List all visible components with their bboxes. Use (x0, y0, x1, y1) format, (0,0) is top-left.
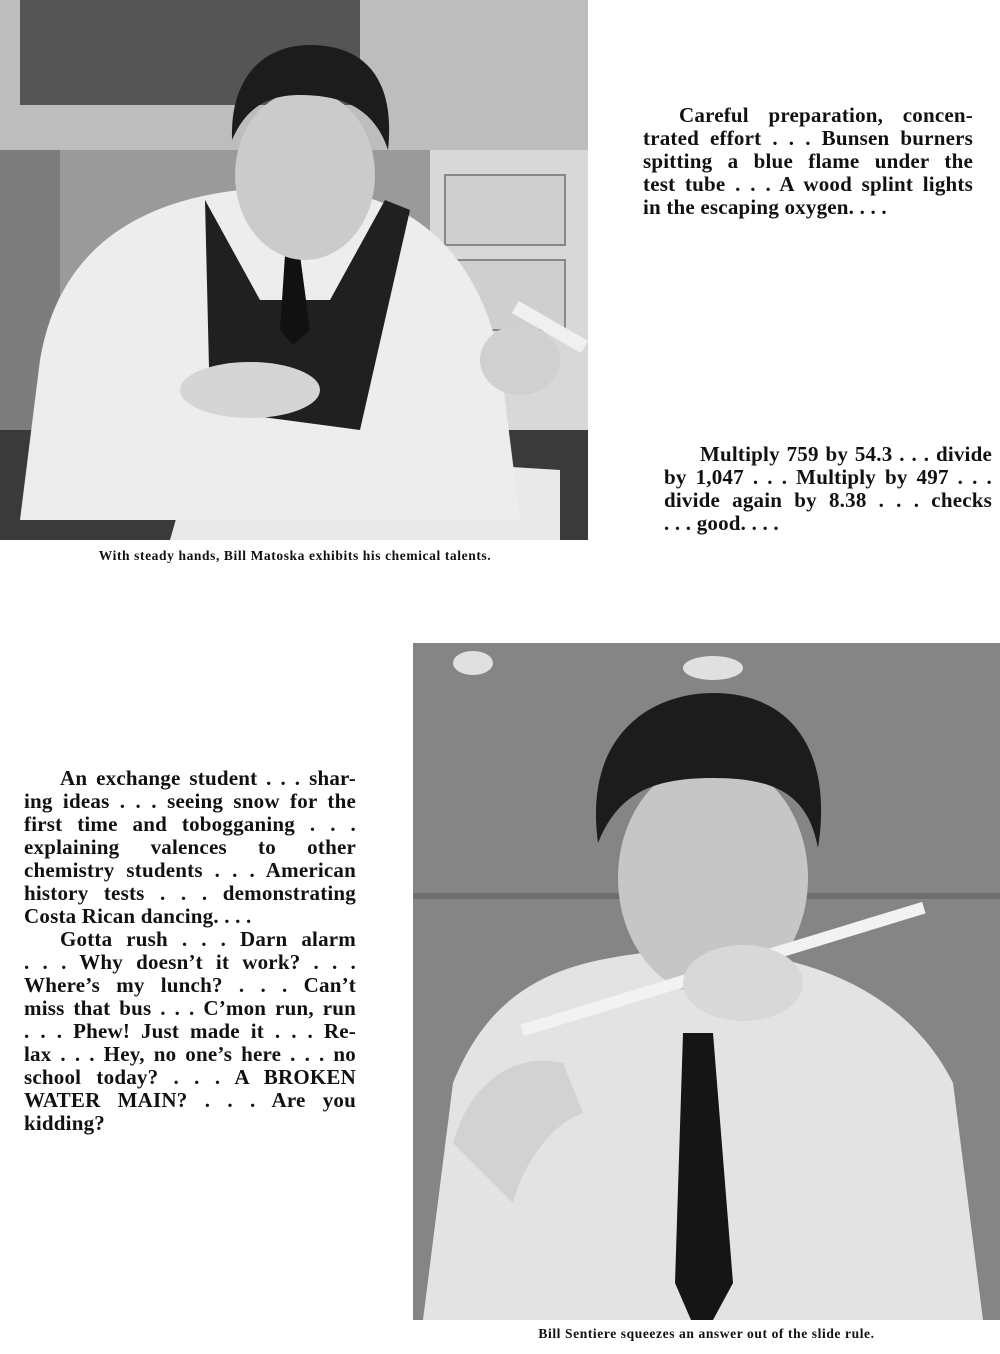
text-line: . . . Why doesn’t it work? . . . (24, 950, 356, 974)
text-line: school today? . . . A BROKEN (24, 1065, 356, 1089)
text-line: ing ideas . . . seeing snow for the (24, 789, 356, 813)
text-line: kidding? (24, 1111, 105, 1135)
photo-slide-rule-student (413, 643, 1000, 1320)
text-line: WATER MAIN? . . . Are you (24, 1088, 356, 1112)
photo-chemistry-student (0, 0, 588, 540)
text-line: . . . good. . . . (664, 511, 779, 535)
text-multiply (664, 443, 992, 535)
text-exchange-student (24, 767, 356, 1135)
photo-caption-top: With steady hands, Bill Matoska exhibits his chemical talents. (98, 548, 492, 563)
text-line: miss that bus . . . C’mon run, run (24, 996, 356, 1020)
text-line: by 1,047 . . . Multiply by 497 . . . (664, 465, 992, 489)
text-line: history tests . . . demonstrating (24, 881, 356, 905)
text-line: An exchange student . . . shar- (60, 766, 356, 790)
text-line: . . . Phew! Just made it . . . Re- (24, 1019, 356, 1043)
text-line: in the escaping oxygen. . . . (643, 195, 887, 219)
text-line: spitting a blue flame under the (643, 149, 973, 173)
text-line: divide again by 8.38 . . . checks (664, 488, 992, 512)
text-line: lax . . . Hey, no one’s here . . . no (24, 1042, 356, 1066)
text-careful-preparation (643, 104, 973, 219)
text-line: Careful preparation, concen- (679, 103, 973, 127)
text-line: first time and tobogganing . . . (24, 812, 356, 836)
text-line: Gotta rush . . . Darn alarm (60, 927, 356, 951)
photo-caption-bottom: Bill Sentiere squeezes an answer out of the slide rule. (538, 1326, 875, 1341)
text-line: Multiply 759 by 54.3 . . . divide (700, 442, 992, 466)
text-line: test tube . . . A wood splint lights (643, 172, 973, 196)
text-line: explaining valences to other (24, 835, 356, 859)
text-line: Where’s my lunch? . . . Can’t (24, 973, 356, 997)
text-line: chemistry students . . . American (24, 858, 356, 882)
text-line: trated effort . . . Bunsen burners (643, 126, 973, 150)
text-line: Costa Rican dancing. . . . (24, 904, 252, 928)
